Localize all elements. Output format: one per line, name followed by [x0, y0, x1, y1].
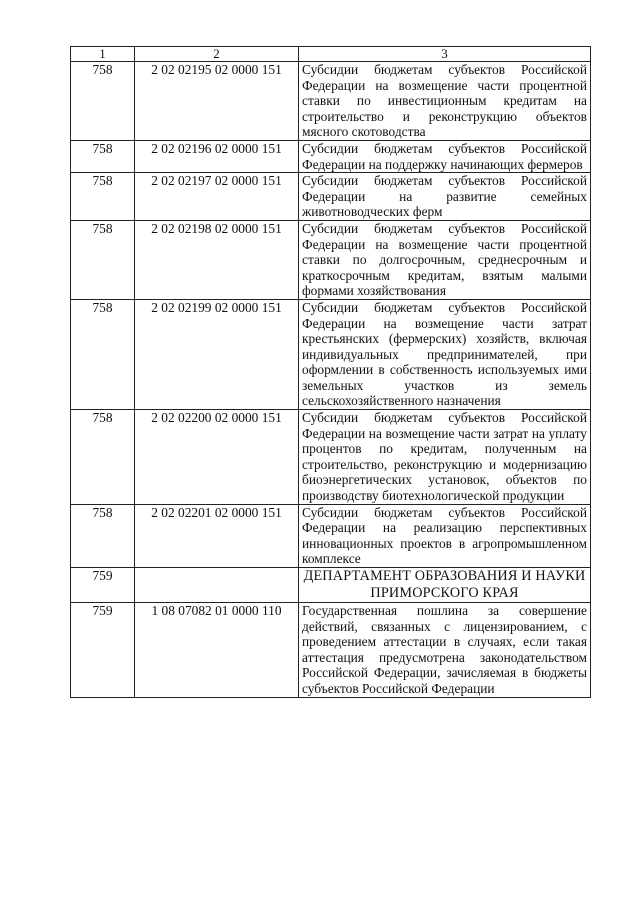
- row-number: 759: [71, 603, 135, 698]
- table-row: [71, 220, 591, 299]
- header-col-1: 1: [71, 47, 135, 62]
- row-code: [135, 568, 299, 603]
- header-col-3: 3: [299, 47, 591, 62]
- table-row: [71, 173, 591, 221]
- row-code: 2 02 02198 02 0000 151: [135, 220, 299, 299]
- table-row: [71, 299, 591, 409]
- row-description: Субсидии бюджетам субъектов Российской Федерации на поддержку начинающих фермеров: [299, 140, 591, 172]
- department-row: [71, 568, 591, 603]
- row-code: 2 02 02195 02 0000 151: [135, 62, 299, 141]
- table-row: [71, 603, 591, 698]
- row-description: Субсидии бюджетам субъектов Российской Федерации на возмещение части затрат крестьянских (фермерских) хозяйств, включая индивидуальных предпринимателей, при оформлении в собственность используемых ими земельных участков из земель сельскохозяйственного назначения: [299, 299, 591, 409]
- budget-codes-table: [70, 46, 591, 698]
- row-number: 758: [71, 140, 135, 172]
- row-number: 758: [71, 173, 135, 221]
- row-description: Субсидии бюджетам субъектов Российской Федерации на развитие семейных животноводческих ферм: [299, 173, 591, 221]
- row-code: 2 02 02201 02 0000 151: [135, 504, 299, 567]
- row-code: 1 08 07082 01 0000 110: [135, 603, 299, 698]
- table-row: [71, 62, 591, 141]
- row-number: 758: [71, 220, 135, 299]
- row-number: 758: [71, 504, 135, 567]
- header-row: [71, 47, 591, 62]
- row-number: 758: [71, 299, 135, 409]
- department-title: ДЕПАРТАМЕНТ ОБРАЗОВАНИЯ И НАУКИ ПРИМОРСКОГО КРАЯ: [299, 568, 591, 603]
- table-row: [71, 504, 591, 567]
- row-number: 759: [71, 568, 135, 603]
- row-description: Субсидии бюджетам субъектов Российской Федерации на возмещение части процентной ставки по инвестиционным кредитам на строительство и реконструкцию объектов мясного скотоводства: [299, 62, 591, 141]
- row-number: 758: [71, 62, 135, 141]
- row-code: 2 02 02199 02 0000 151: [135, 299, 299, 409]
- header-col-2: 2: [135, 47, 299, 62]
- row-code: 2 02 02196 02 0000 151: [135, 140, 299, 172]
- row-description: Государственная пошлина за совершение действий, связанных с лицензированием, с проведением аттестации в случаях, если такая аттестация предусмотрена законодательством Российской Федерации, зачисляемая в бюджеты субъектов Российской Федерации: [299, 603, 591, 698]
- row-code: 2 02 02197 02 0000 151: [135, 173, 299, 221]
- row-description: Субсидии бюджетам субъектов Российской Федерации на возмещение части процентной ставки по долгосрочным, среднесрочным и краткосрочным кредитам, взятым малыми формами хозяйствования: [299, 220, 591, 299]
- row-number: 758: [71, 410, 135, 505]
- row-description: Субсидии бюджетам субъектов Российской Федерации на возмещение части затрат на уплату процентов по кредитам, полученным на строительство, реконструкцию и модернизацию биоэнергетических установок, объектов по производству биотехнологической продукции: [299, 410, 591, 505]
- row-code: 2 02 02200 02 0000 151: [135, 410, 299, 505]
- table-row: [71, 140, 591, 172]
- row-description: Субсидии бюджетам субъектов Российской Федерации на реализацию перспективных инновационных проектов в агропромышленном комплексе: [299, 504, 591, 567]
- table-row: [71, 410, 591, 505]
